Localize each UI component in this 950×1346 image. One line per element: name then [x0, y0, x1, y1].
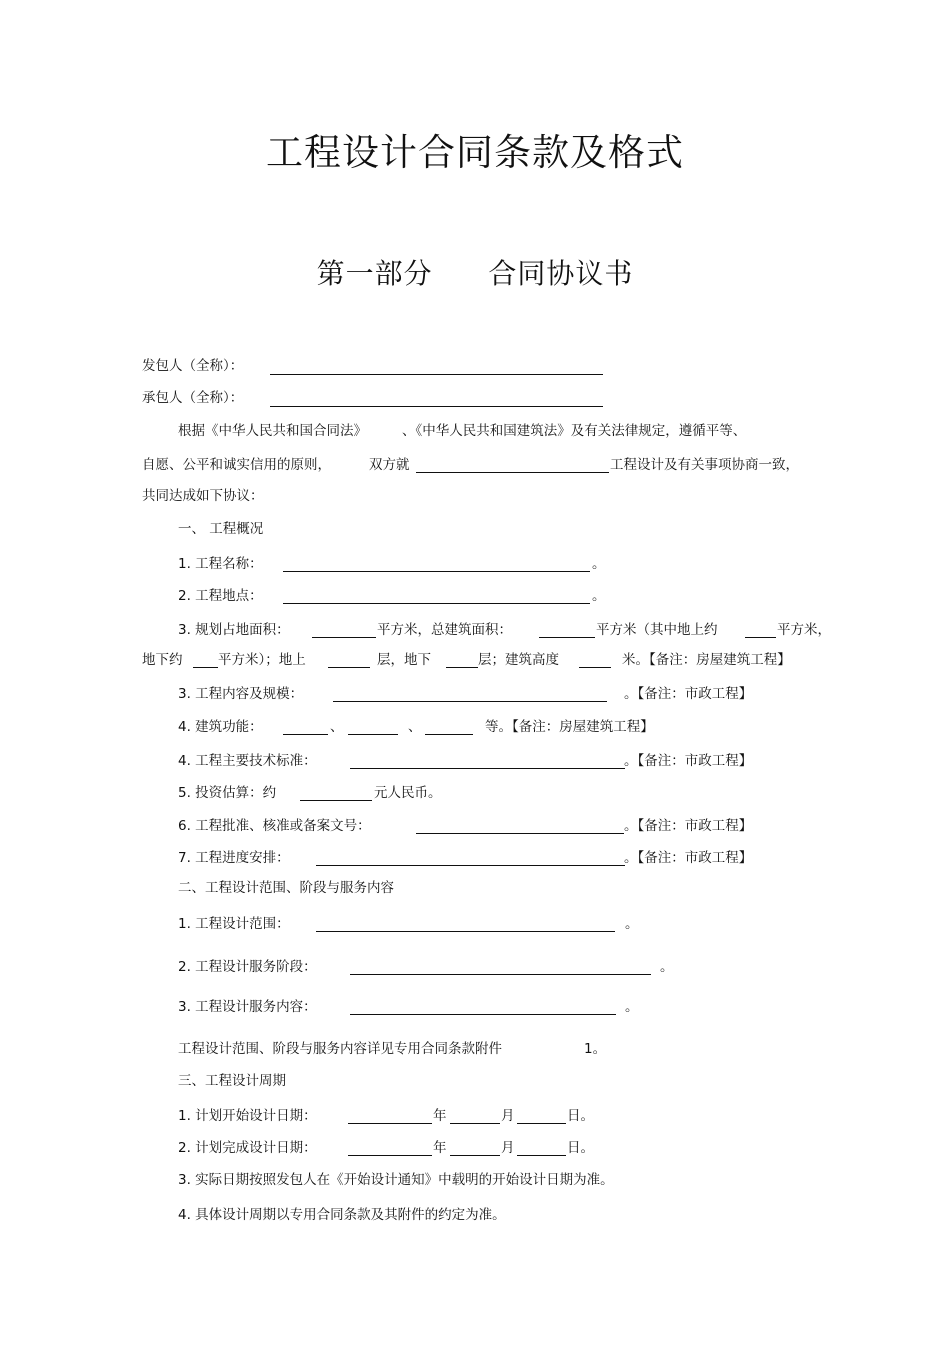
area-text-d: 平方米， — [777, 622, 831, 638]
section2-heading: 二、工程设计范围、阶段与服务内容 — [178, 880, 394, 896]
approval-blank[interactable] — [416, 833, 624, 834]
approval-label: 6. 工程批准、核准或备案文号： — [178, 818, 371, 834]
scope-end: 。 — [625, 916, 639, 932]
area-text-a: 3. 规划占地面积： — [178, 622, 290, 638]
preamble-line2a: 自愿、公平和诚实信用的原则， — [142, 457, 331, 473]
attachment-text: 工程设计范围、阶段与服务内容详见专用合同条款附件 — [178, 1041, 502, 1057]
investment-label: 5. 投资估算：约 — [178, 785, 277, 801]
contractor-label: 承包人（全称）： — [142, 390, 244, 406]
project-name-label: 1. 工程名称： — [178, 556, 263, 572]
start-day-unit: 日。 — [567, 1108, 594, 1124]
function-blank-3[interactable] — [425, 734, 473, 735]
period-item-4: 4. 具体设计周期以专用合同条款及其附件的约定为准。 — [178, 1207, 506, 1223]
function-blank-1[interactable] — [283, 734, 328, 735]
preamble-line1b: 、《中华人民共和国建筑法》及有关法律规定，遵循平等、 — [402, 423, 747, 439]
area2-text-a: 地下约 — [142, 652, 183, 668]
function-sep-2: 、 — [408, 719, 422, 735]
schedule-blank[interactable] — [316, 865, 625, 866]
section1-heading: 一、 工程概况 — [178, 521, 264, 537]
employer-label: 发包人（全称）： — [142, 358, 244, 374]
schedule-note: 。【备注：市政工程】 — [624, 850, 753, 866]
total-area-blank[interactable] — [539, 637, 595, 638]
building-height-blank[interactable] — [579, 667, 611, 668]
function-label: 4. 建筑功能： — [178, 719, 263, 735]
section3-heading: 三、工程设计周期 — [178, 1073, 286, 1089]
underground-area-blank[interactable] — [193, 667, 218, 668]
area2-text-e: 米。【备注：房屋建筑工程】 — [622, 652, 791, 668]
preamble-line3: 共同达成如下协议： — [142, 488, 264, 504]
start-month-unit: 月 — [501, 1108, 515, 1124]
land-area-blank[interactable] — [312, 637, 376, 638]
floors-below-blank[interactable] — [446, 667, 478, 668]
floors-above-blank[interactable] — [328, 667, 370, 668]
content-scale-note: 。【备注：市政工程】 — [624, 686, 753, 702]
service-blank[interactable] — [350, 1014, 616, 1015]
area-text-b: 平方米，总建筑面积： — [377, 622, 512, 638]
project-name-end: 。 — [592, 556, 606, 572]
area2-text-c: 层，地下 — [377, 652, 431, 668]
preamble-line2b: 双方就 — [369, 457, 410, 473]
function-note: 等。【备注：房屋建筑工程】 — [485, 719, 654, 735]
approval-note: 。【备注：市政工程】 — [624, 818, 753, 834]
project-subject-blank[interactable] — [416, 472, 609, 473]
aboveground-area-blank[interactable] — [745, 637, 776, 638]
project-name-blank[interactable] — [283, 571, 590, 572]
preamble-line1a: 根据《中华人民共和国合同法》 — [178, 423, 367, 439]
finish-date-label: 2. 计划完成设计日期： — [178, 1140, 317, 1156]
start-day-blank[interactable] — [517, 1123, 566, 1124]
tech-standard-note: 。【备注：市政工程】 — [624, 753, 753, 769]
attachment-number: 1。 — [584, 1041, 607, 1057]
investment-unit: 元人民币。 — [374, 785, 442, 801]
finish-year-blank[interactable] — [348, 1155, 432, 1156]
period-item-3: 3. 实际日期按照发包人在《开始设计通知》中载明的开始设计日期为准。 — [178, 1172, 614, 1188]
start-year-unit: 年 — [433, 1108, 447, 1124]
stage-end: 。 — [660, 959, 674, 975]
stage-blank[interactable] — [350, 974, 651, 975]
content-scale-blank[interactable] — [333, 701, 607, 702]
contractor-blank[interactable] — [270, 406, 603, 407]
finish-year-unit: 年 — [433, 1140, 447, 1156]
finish-month-blank[interactable] — [450, 1155, 500, 1156]
scope-label: 1. 工程设计范围： — [178, 916, 290, 932]
project-location-end: 。 — [592, 588, 606, 604]
service-label: 3. 工程设计服务内容： — [178, 999, 317, 1015]
tech-standard-label: 4. 工程主要技术标准： — [178, 753, 317, 769]
finish-day-blank[interactable] — [517, 1155, 566, 1156]
finish-month-unit: 月 — [501, 1140, 515, 1156]
project-location-blank[interactable] — [283, 603, 590, 604]
stage-label: 2. 工程设计服务阶段： — [178, 959, 317, 975]
part-label: 第一部分 — [316, 257, 433, 290]
part-name: 合同协议书 — [488, 257, 634, 290]
employer-blank[interactable] — [270, 374, 603, 375]
start-date-label: 1. 计划开始设计日期： — [178, 1108, 317, 1124]
area2-text-d: 层；建筑高度 — [478, 652, 559, 668]
project-location-label: 2. 工程地点： — [178, 588, 263, 604]
investment-blank[interactable] — [300, 800, 372, 801]
finish-day-unit: 日。 — [567, 1140, 594, 1156]
function-sep-1: 、 — [330, 719, 344, 735]
function-blank-2[interactable] — [348, 734, 398, 735]
service-end: 。 — [625, 999, 639, 1015]
scope-blank[interactable] — [316, 931, 615, 932]
part-heading — [0, 252, 950, 292]
start-year-blank[interactable] — [348, 1123, 432, 1124]
preamble-line2c: 工程设计及有关事项协商一致， — [610, 457, 799, 473]
schedule-label: 7. 工程进度安排： — [178, 850, 290, 866]
document-title: 工程设计合同条款及格式 — [266, 131, 684, 174]
area-text-c: 平方米（其中地上约 — [596, 622, 718, 638]
content-scale-label: 3. 工程内容及规模： — [178, 686, 304, 702]
tech-standard-blank[interactable] — [350, 768, 625, 769]
area2-text-b: 平方米）；地上 — [218, 652, 306, 668]
start-month-blank[interactable] — [450, 1123, 500, 1124]
